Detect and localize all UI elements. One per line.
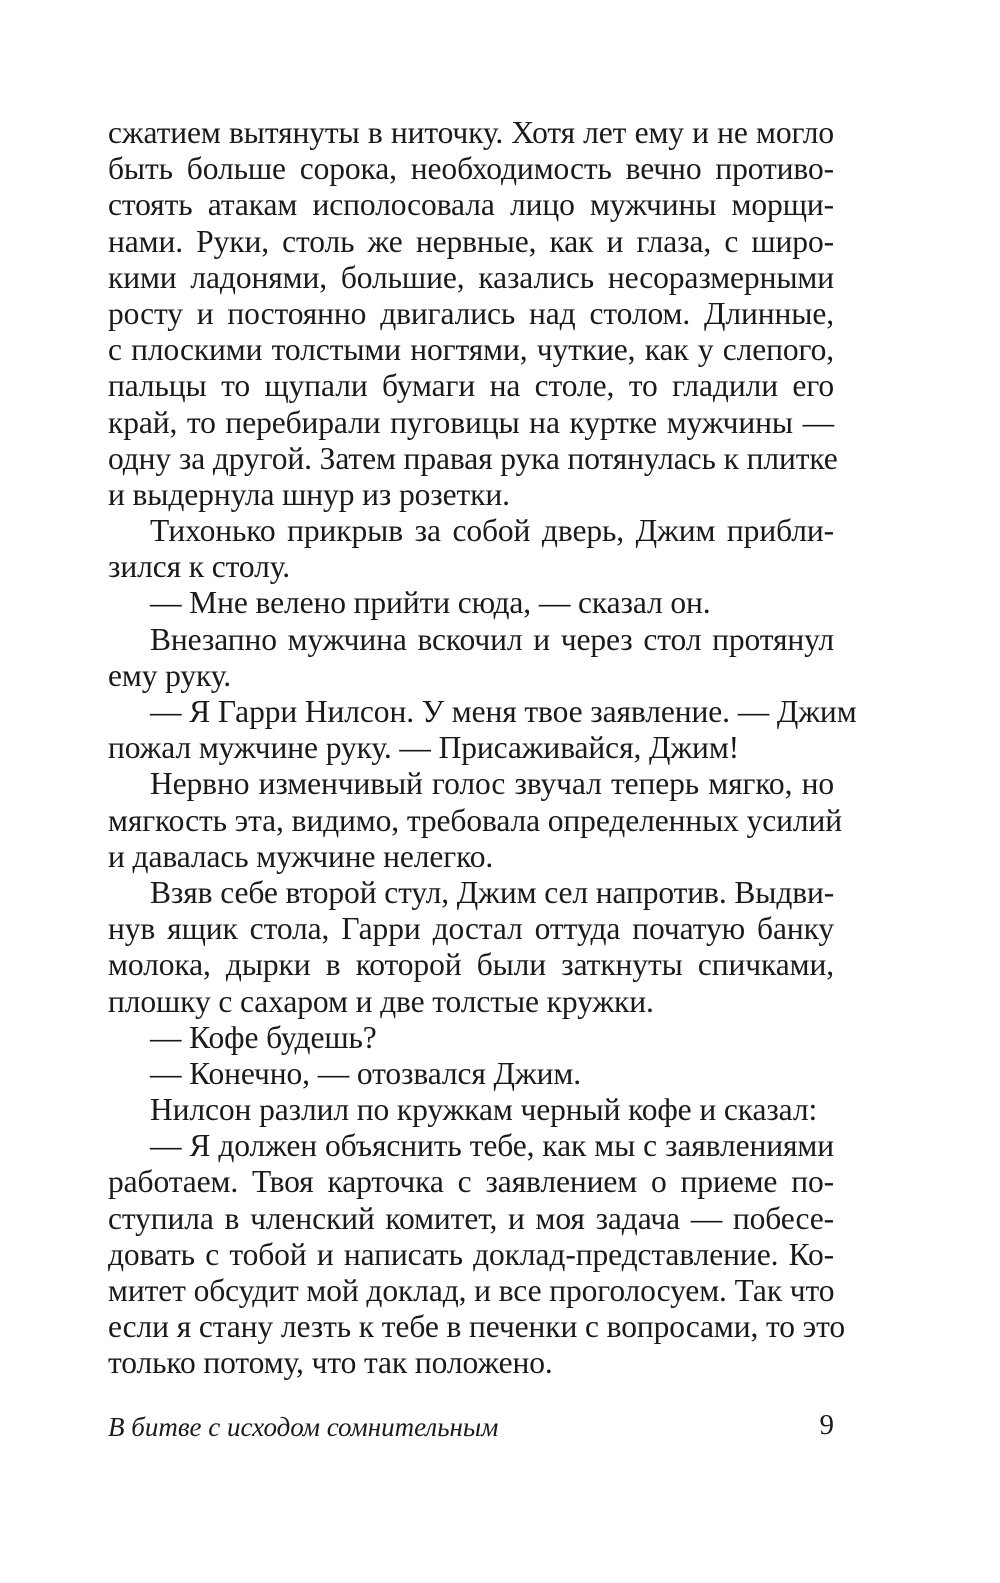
text-line: довать с тобой и написать доклад-представление. Ко-	[108, 1236, 834, 1272]
text-line: ступила в членский комитет, и моя задача — побесе-	[108, 1200, 834, 1236]
text-line: стоять атакам исполосовала лицо мужчины морщи-	[108, 187, 834, 223]
text-line: Взяв себе второй стул, Джим сел напротив. Выдви-	[150, 874, 835, 910]
text-line: мягкость эта, видимо, требовала определенных усилий	[108, 802, 843, 838]
text-line: Внезапно мужчина вскочил и через стол протянул	[150, 621, 834, 657]
text-line: и давалась мужчине нелегко.	[108, 838, 494, 874]
text-line: молока, дырки в которой были заткнуты спичками,	[108, 947, 834, 983]
text-line: с плоскими толстыми ногтями, чуткие, как у слепого,	[108, 332, 834, 368]
text-line: и выдернула шнур из розетки.	[108, 476, 510, 512]
text-line: одну за другой. Затем правая рука потянулась к плитке	[108, 440, 838, 476]
text-line: сжатием вытянуты в ниточку. Хотя лет ему и не могло	[108, 115, 834, 150]
text-line: нув ящик стола, Гарри достал оттуда початую банку	[108, 911, 834, 947]
text-line: нами. Руки, столь же нервные, как и глаза, с широ-	[108, 223, 834, 259]
text-line: Нилсон разлил по кружкам черный кофе и сказал:	[150, 1092, 818, 1128]
text-line: ему руку.	[108, 657, 232, 693]
text-line: быть больше сорока, необходимость вечно противо-	[108, 151, 834, 187]
text-line: — Кофе будешь?	[150, 1019, 377, 1055]
text-line: зился к столу.	[108, 549, 291, 585]
text-line: пожал мужчине руку. — Присаживайся, Джим!	[108, 730, 740, 766]
text-line: пальцы то щупали бумаги на столе, то гладили его	[108, 368, 834, 404]
text-line: росту и постоянно двигались над столом. Длинные,	[108, 295, 834, 331]
body-text	[108, 115, 857, 1382]
text-line: плошку с сахаром и две толстые кружки.	[108, 983, 654, 1019]
text-line: край, то перебирали пуговицы на куртке мужчины —	[108, 404, 834, 440]
text-line: — Мне велено прийти сюда, — сказал он.	[150, 585, 711, 621]
text-line: — Я Гарри Нилсон. У меня твое заявление. — Джим	[150, 694, 857, 729]
text-line: кими ладонями, большие, казались несоразмерными	[108, 259, 834, 295]
text-line: если я стану лезть к тебе в печенки с вопросами, то это	[108, 1309, 845, 1345]
running-footer-title: В битве с исходом сомнительным	[108, 1412, 499, 1442]
text-line: Тихонько прикрыв за собой дверь, Джим прибли-	[150, 513, 834, 549]
page-number: 9	[819, 1409, 834, 1441]
text-line: — Я должен объяснить тебе, как мы с заявлениями	[150, 1128, 834, 1164]
text-line: работаем. Твоя карточка с заявлением о приеме по-	[108, 1164, 834, 1200]
text-line: — Конечно, — отозвался Джим.	[150, 1055, 581, 1091]
text-line: только потому, что так положено.	[108, 1345, 553, 1381]
text-line: Нервно изменчивый голос звучал теперь мягко, но	[150, 766, 834, 802]
text-line: митет обсудит мой доклад, и все проголосуем. Так что	[108, 1273, 835, 1308]
